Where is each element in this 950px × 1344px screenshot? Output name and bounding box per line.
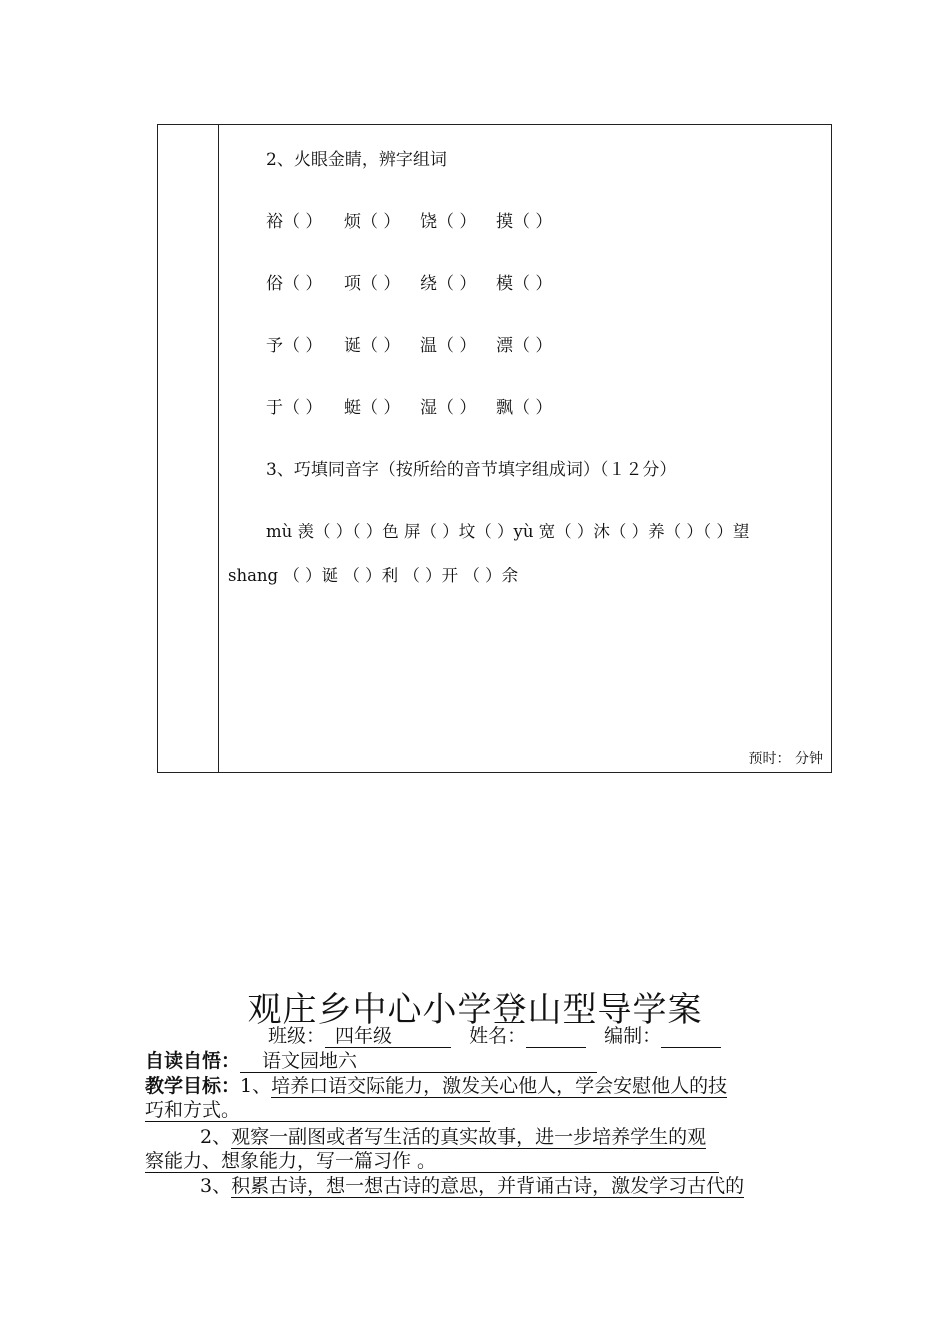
word-blank: 摸（ ） xyxy=(496,212,553,232)
compile-label: 编制： xyxy=(604,1025,662,1047)
word-blank: 绕（ ） xyxy=(420,274,477,294)
goal-2-line-1 xyxy=(200,1128,706,1149)
name-label: 姓名： xyxy=(469,1025,527,1047)
self-read-value: 语文园地六 xyxy=(240,1052,597,1073)
word-blank: 俗（ ） xyxy=(266,274,323,294)
question-2-title: 2、火眼金睛，辨字组词 xyxy=(266,150,447,170)
goal-1-number: 1、 xyxy=(240,1075,272,1097)
goal-2-text: 观察一副图或者写生活的真实故事，进一步培养学生的观 xyxy=(231,1126,707,1148)
table-divider xyxy=(218,125,219,772)
word-blank: 诞（ ） xyxy=(344,336,401,356)
self-read-label: 自读自悟： xyxy=(145,1050,241,1072)
word-blank: 蜓（ ） xyxy=(344,398,401,418)
word-blank: 漂（ ） xyxy=(496,336,553,356)
question-3-title: 3、巧填同音字（按所给的音节填字组成词）（１２分） xyxy=(266,460,677,480)
pre-time-label: 预时： 分钟 xyxy=(748,751,823,767)
goal-2-line-2 xyxy=(145,1152,719,1173)
word-blank: 飘（ ） xyxy=(496,398,553,418)
goal-1-text: 培养口语交际能力，激发关心他人，学会安慰他人的技 xyxy=(271,1075,728,1097)
word-blank: 湿（ ） xyxy=(420,398,477,418)
goal-1-text-cont: 巧和方式。 xyxy=(145,1101,490,1122)
class-value: 四年级 xyxy=(325,1027,451,1048)
goal-3-text: 积累古诗，想一想古诗的意思，并背诵古诗，激发学习古代的 xyxy=(231,1175,745,1197)
class-label: 班级： xyxy=(268,1025,326,1047)
homophone-line-2: shang （ ）诞 （ ）利 （ ）开 （ ）余 xyxy=(228,566,519,585)
goals-label: 教学目标： xyxy=(145,1075,241,1097)
goal-2-text-cont: 察能力、想象能力，写一篇习作 。 xyxy=(145,1152,719,1173)
exercise-table xyxy=(157,124,832,773)
word-blank: 裕（ ） xyxy=(266,212,323,232)
word-blank: 烦（ ） xyxy=(344,212,401,232)
goal-1-line-1 xyxy=(145,1077,727,1098)
goal-1-line-2 xyxy=(145,1101,490,1122)
goal-3-number: 3、 xyxy=(200,1175,232,1197)
class-info-row xyxy=(268,1027,721,1048)
word-blank: 于（ ） xyxy=(266,398,323,418)
compile-blank xyxy=(661,1027,721,1048)
word-blank: 温（ ） xyxy=(420,336,477,356)
word-blank: 模（ ） xyxy=(496,274,553,294)
word-blank: 饶（ ） xyxy=(420,212,477,232)
goal-2-number: 2、 xyxy=(200,1126,232,1148)
goal-3-line-1 xyxy=(200,1177,744,1198)
page-title: 观庄乡中心小学登山型导学案 xyxy=(247,990,703,1030)
name-blank xyxy=(526,1027,586,1048)
homophone-line-1: mù 羡（ ）（ ）色 屏（ ）坟（ ）yù 宽（ ）沐（ ）养（ ）（ ）望 xyxy=(266,522,750,541)
word-blank: 予（ ） xyxy=(266,336,323,356)
word-blank: 项（ ） xyxy=(344,274,401,294)
self-read-row xyxy=(145,1052,597,1073)
